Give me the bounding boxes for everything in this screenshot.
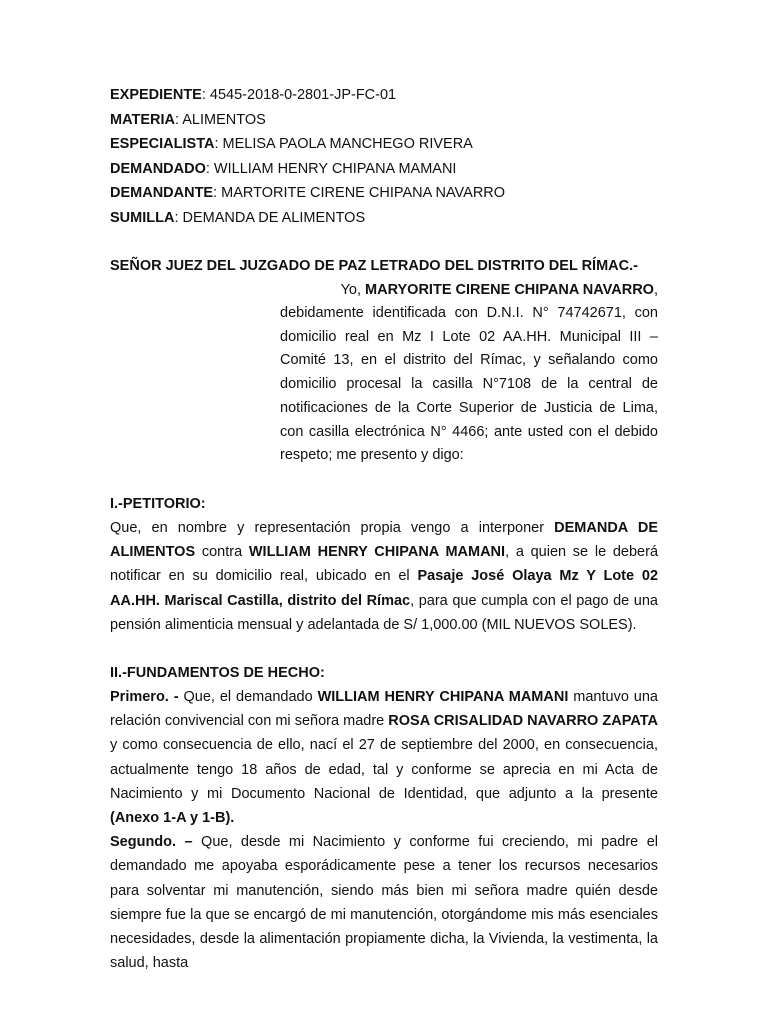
materia-label: MATERIA [110,111,175,128]
demandante-value: : MARTORITE CIRENE CHIPANA NAVARRO [213,185,506,201]
primero-bold-1: WILLIAM HENRY CHIPANA MAMANI [317,688,569,705]
petitorio-text-4: , para que cumpla con el pago de una pensión alimenticia mensual y adelantada de S/ 1,000.00 (MIL NUEVOS SOLES). [110,592,658,633]
demandado-label: DEMANDADO [110,160,206,177]
petitorio-paragraph [110,516,658,637]
primero-bold-3: (Anexo 1-A y 1-B). [110,809,235,826]
petitorio-text-2: contra [195,544,249,561]
sumilla-line [110,206,658,231]
petitorio-bold-1: DEMANDA DE ALIMENTOS [110,519,658,561]
fundamentos-heading: II.-FUNDAMENTOS DE HECHO: [110,664,325,681]
expediente-value: : 4545-2018-0-2801-JP-FC-01 [201,87,397,103]
segundo-label: Segundo. – [110,834,193,851]
petitorio-bold-2: WILLIAM HENRY CHIPANA MAMANI [248,544,506,561]
petitorio-heading: I.-PETITORIO: [110,495,206,512]
especialista-label: ESPECIALISTA [110,136,215,152]
primero-text-2: mantuvo una relación convivencial con mi señora madre [110,688,658,730]
primero-paragraph [110,685,658,830]
intro-body: debidamente identificada con D.N.I. N° 74742671, con domicilio real en Mz I Lote 02 AA.HH. Municipal III – Comité 13, en el distrito del Rímac, y señalando como domicilio procesal la casilla N°7108 de la central de notificaciones de la Corte Superior de Justicia de Lima, con casilla electrónica N° 4466; ante usted con el debido respeto; me presento y digo: [280,305,658,464]
petitorio-text-3: , a quien se le deberá notificar en su domicilio real, ubicado en el [110,544,659,585]
materia-line [110,108,658,133]
expediente-label: EXPEDIENTE [110,87,202,103]
judge-address: SEÑOR JUEZ DEL JUZGADO DE PAZ LETRADO DEL DISTRITO DEL RÍMAC.- [110,258,638,274]
demandado-line [110,157,658,182]
expediente-line [110,83,658,108]
segundo-paragraph [110,830,658,975]
plaintiff-name: MARYORITE CIRENE CHIPANA NAVARRO [365,282,654,298]
intro-comma: , [653,282,658,298]
segundo-text-1: Que, desde mi Nacimiento y conforme fui creciendo, mi padre el demandado me apoyaba esporádicamente pese a tener los recursos necesarios para solventar mi manutención, siendo más bien mi señora madre quién desde siempre fue la que se encargó de mi manutención, otorgándome mis más esenciales necesidades, desde la alimentación propiamente dicha, la Vivienda, la vestimenta, la salud, hasta [110,834,658,972]
sumilla-label: SUMILLA [110,209,175,226]
case-caption [110,83,658,230]
especialista-line [110,132,658,157]
petitorio-bold-3: Pasaje José Olaya Mz Y Lote 02 AA.HH. Mariscal Castilla, distrito del Rímac [110,568,659,609]
intro-first-line [110,278,658,302]
sumilla-value: : DEMANDA DE ALIMENTOS [174,209,366,226]
especialista-value: : MELISA PAOLA MANCHEGO RIVERA [214,136,473,152]
demandado-value: : WILLIAM HENRY CHIPANA MAMANI [205,160,457,177]
primero-text-3: y como consecuencia de ello, nací el 27 de septiembre del 2000, en consecuencia, actualmente tengo 18 años de edad, tal y conforme se aprecia en mi Acta de Nacimiento y mi Documento Nacional de Identidad, que adjunto a la presente [110,737,658,802]
intro-yo: Yo, [340,282,366,298]
document-page [110,83,658,975]
primero-bold-2: ROSA CRISALIDAD NAVARRO ZAPATA [388,713,658,730]
materia-value: : ALIMENTOS [174,111,266,128]
primero-label: Primero. - [110,688,179,705]
demandante-label: DEMANDANTE [110,185,214,201]
petitorio-text-1: Que, en nombre y representación propia vengo a interponer [110,519,555,536]
demandante-line [110,181,658,206]
primero-text-1: Que, el demandado [178,688,318,705]
